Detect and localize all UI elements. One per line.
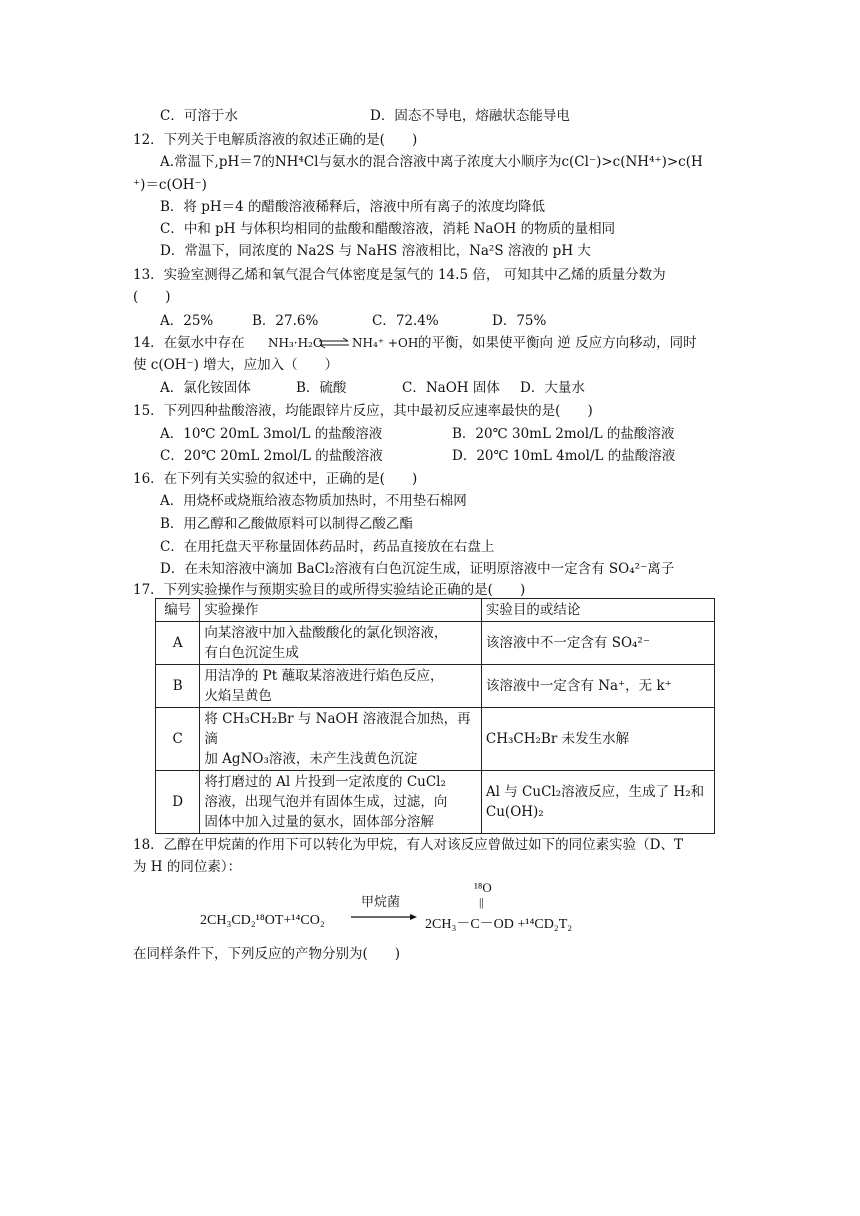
q14-equilibrium-left: NH₃·H₂O (268, 336, 323, 350)
q18-stem-line2: 为 H 的同位素）： (133, 859, 242, 875)
q15-option-b: B．20℃ 30mL 2mol/L 的盐酸溶液 (452, 426, 675, 442)
q18-question-tail: 在同样条件下，下列反应的产物分别为( ) (133, 946, 401, 962)
q16-option-a: A．用烧杯或烧瓶给液态物质加热时，不用垫石棉网 (160, 493, 467, 509)
header-id: 编号 (156, 599, 200, 622)
header-result: 实验目的或结论 (481, 599, 714, 622)
reaction-equation (200, 880, 573, 940)
q16-option-d: D．在未知溶液中滴加 BaCl₂溶液有白色沉淀生成，证明原溶液中一定含有 SO₄²⁻离子 (160, 561, 675, 577)
q12-option-d: D．常温下，同浓度的 Na2S 与 NaHS 溶液相比，Na²S 溶液的 pH 大 (160, 243, 591, 259)
row-operation-line: 有白色沉淀生成 (204, 645, 299, 661)
q14-stem-suffix: 的平衡，如果使平衡向 逆 反应方向移动，同时 (418, 335, 697, 351)
row-result-line: Al 与 CuCl₂溶液反应，生成了 H₂和 (485, 784, 705, 800)
q13-stem-line2: ( ) (133, 289, 171, 305)
product-formula: 2CH₃－C－OD +¹⁴CD₂T₂ (425, 917, 573, 932)
table-row (156, 708, 715, 771)
table-row (156, 622, 715, 665)
row-operation-line: 将打磨过的 Al 片投到一定浓度的 CuCl₂ (204, 774, 446, 790)
row-id: D (156, 771, 200, 834)
row-result-line: Cu(OH)₂ (485, 804, 544, 820)
row-operation-line: 固体中加入过量的氨水，固体部分溶解 (204, 814, 434, 830)
q15-option-a: A．10℃ 20mL 3mol/L 的盐酸溶液 (160, 426, 383, 442)
table-row (156, 665, 715, 708)
row-operation-line: 火焰呈黄色 (204, 688, 272, 704)
q13-option-c: C．72.4% (372, 313, 439, 329)
q14-option-a: A．氯化铵固体 (160, 380, 251, 396)
q14-equilibrium-right: NH₄⁺ +OH (352, 336, 419, 350)
experiment-table (155, 598, 715, 834)
q13-option-a: A．25% (160, 313, 214, 329)
row-operation-line: 加 AgNO₃溶液，未产生浅黄色沉淀 (204, 751, 418, 767)
row-result: 该溶液中不一定含有 SO₄²⁻ (481, 622, 714, 665)
row-operation (200, 665, 482, 708)
q15-option-c: C．20℃ 20mL 2mol/L 的盐酸溶液 (160, 448, 383, 464)
row-operation-line: 溶液，出现气泡并有固体生成，过滤，向 (204, 794, 448, 810)
q14-option-d: D．大量水 (520, 380, 585, 396)
double-bond: || (479, 895, 484, 909)
q12-option-a-line2: ⁺)＝c(OH⁻) (133, 177, 207, 193)
q14-option-c: C．NaOH 固体 (402, 380, 500, 396)
catalyst-label: 甲烷菌 (361, 894, 401, 909)
reaction-arrow-icon (350, 912, 418, 922)
q13-option-b: B．27.6% (252, 313, 319, 329)
q18-stem-line1: 18．乙醇在甲烷菌的作用下可以转化为甲烷，有人对该反应曾做过如下的同位素实验（D、T (133, 837, 684, 853)
q16-stem: 16．在下列有关实验的叙述中，正确的是( ) (133, 471, 418, 487)
q11-option-c: C．可溶于水 (160, 108, 238, 124)
carbonyl-oxygen: ¹⁸O (474, 880, 492, 895)
reactant-formula: 2CH₃CD₂¹⁸OT+¹⁴CO₂ (200, 913, 325, 928)
q15-option-d: D．20℃ 10mL 4mol/L 的盐酸溶液 (452, 448, 676, 464)
row-operation-line: 向某溶液中加入盐酸酸化的氯化钡溶液， (204, 625, 448, 641)
q17-stem: 17．下列实验操作与预期实验目的或所得实验结论正确的是( ) (133, 582, 526, 598)
row-operation-line: 将 CH₃CH₂Br 与 NaOH 溶液混合加热，再滴 (204, 711, 471, 747)
q12-option-a-line1: A.常温下,pH＝7的NH⁴Cl与氨水的混合溶液中离子浓度大小顺序为c(Cl⁻)>c(NH⁴⁺)>c(H (160, 154, 703, 170)
table-row (156, 771, 715, 834)
q12-option-b: B．将 pH＝4 的醋酸溶液稀释后，溶液中所有离子的浓度均降低 (160, 199, 546, 215)
q14-option-b: B．硫酸 (296, 380, 347, 396)
header-operation: 实验操作 (200, 599, 482, 622)
row-result: 该溶液中一定含有 Na⁺，无 k⁺ (481, 665, 714, 708)
q15-stem: 15．下列四种盐酸溶液，均能跟锌片反应，其中最初反应速率最快的是( ) (133, 403, 593, 419)
q14-stem-prefix: 14．在氨水中存在 (133, 335, 245, 351)
q11-option-d: D．固态不导电，熔融状态能导电 (370, 108, 570, 124)
row-result: CH₃CH₂Br 未发生水解 (481, 708, 714, 771)
table-header-row (156, 599, 715, 622)
q14-stem-line2: 使 c(OH⁻) 增大，应加入（ ） (133, 357, 339, 373)
row-operation-line: 用洁净的 Pt 蘸取某溶液进行焰色反应， (204, 668, 444, 684)
row-operation (200, 708, 482, 771)
q13-option-d: D．75% (492, 313, 547, 329)
q16-option-c: C．在用托盘天平称量固体药品时，药品直接放在右盘上 (160, 539, 495, 555)
row-result (481, 771, 714, 834)
row-id: B (156, 665, 200, 708)
q16-option-b: B．用乙醇和乙酸做原料可以制得乙酸乙酯 (160, 516, 413, 532)
equilibrium-arrow-icon (318, 336, 350, 350)
row-id: C (156, 708, 200, 771)
row-operation (200, 771, 482, 834)
q13-stem-line1: 13．实验室测得乙烯和氧气混合气体密度是氢气的 14.5 倍， 可知其中乙烯的质量分数为 (133, 267, 666, 283)
row-operation (200, 622, 482, 665)
q12-option-c: C．中和 pH 与体积均相同的盐酸和醋酸溶液，消耗 NaOH 的物质的量相同 (160, 221, 616, 237)
row-id: A (156, 622, 200, 665)
q12-stem: 12．下列关于电解质溶液的叙述正确的是( ) (133, 132, 418, 148)
